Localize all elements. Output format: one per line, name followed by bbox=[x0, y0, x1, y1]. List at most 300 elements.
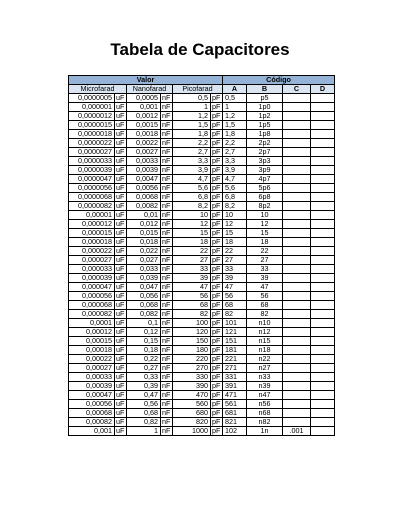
unit-nf: nF bbox=[161, 346, 173, 355]
code-c bbox=[283, 121, 311, 130]
microfarad-value: 0,00033 bbox=[69, 373, 115, 382]
table-row bbox=[69, 256, 335, 265]
code-d bbox=[311, 220, 335, 229]
unit-nf: nF bbox=[161, 274, 173, 283]
code-d bbox=[311, 418, 335, 427]
code-d bbox=[311, 346, 335, 355]
unit-nf: nF bbox=[161, 265, 173, 274]
code-a: 0,5 bbox=[223, 94, 247, 103]
table-row bbox=[69, 157, 335, 166]
code-d bbox=[311, 193, 335, 202]
capacitor-table bbox=[68, 75, 335, 436]
unit-pf: pF bbox=[211, 229, 223, 238]
code-d bbox=[311, 337, 335, 346]
picofarad-value: 120 bbox=[173, 328, 211, 337]
unit-uf: uF bbox=[115, 400, 127, 409]
unit-pf: pF bbox=[211, 373, 223, 382]
unit-uf: uF bbox=[115, 112, 127, 121]
unit-uf: uF bbox=[115, 274, 127, 283]
unit-uf: uF bbox=[115, 157, 127, 166]
code-b: n22 bbox=[247, 355, 283, 364]
nanofarad-value: 0,0033 bbox=[127, 157, 161, 166]
header-a: A bbox=[223, 85, 247, 94]
code-b: p5 bbox=[247, 94, 283, 103]
unit-pf: pF bbox=[211, 247, 223, 256]
microfarad-value: 0,00012 bbox=[69, 328, 115, 337]
code-b: 56 bbox=[247, 292, 283, 301]
code-b: n82 bbox=[247, 418, 283, 427]
picofarad-value: 33 bbox=[173, 265, 211, 274]
unit-nf: nF bbox=[161, 121, 173, 130]
microfarad-value: 0,0000056 bbox=[69, 184, 115, 193]
unit-uf: uF bbox=[115, 292, 127, 301]
code-d bbox=[311, 157, 335, 166]
unit-nf: nF bbox=[161, 139, 173, 148]
code-c bbox=[283, 310, 311, 319]
table-row bbox=[69, 382, 335, 391]
code-a: 56 bbox=[223, 292, 247, 301]
unit-uf: uF bbox=[115, 382, 127, 391]
code-c bbox=[283, 382, 311, 391]
microfarad-value: 0,00039 bbox=[69, 382, 115, 391]
unit-pf: pF bbox=[211, 139, 223, 148]
code-c bbox=[283, 418, 311, 427]
unit-nf: nF bbox=[161, 157, 173, 166]
code-c bbox=[283, 112, 311, 121]
microfarad-value: 0,00001 bbox=[69, 211, 115, 220]
picofarad-value: 47 bbox=[173, 283, 211, 292]
unit-uf: uF bbox=[115, 220, 127, 229]
unit-uf: uF bbox=[115, 130, 127, 139]
nanofarad-value: 0,0039 bbox=[127, 166, 161, 175]
unit-pf: pF bbox=[211, 211, 223, 220]
table-row bbox=[69, 373, 335, 382]
code-c bbox=[283, 319, 311, 328]
unit-nf: nF bbox=[161, 355, 173, 364]
unit-pf: pF bbox=[211, 175, 223, 184]
nanofarad-value: 0,027 bbox=[127, 256, 161, 265]
picofarad-value: 220 bbox=[173, 355, 211, 364]
unit-pf: pF bbox=[211, 130, 223, 139]
unit-pf: pF bbox=[211, 94, 223, 103]
unit-uf: uF bbox=[115, 121, 127, 130]
code-a: 10 bbox=[223, 211, 247, 220]
code-a: 101 bbox=[223, 319, 247, 328]
picofarad-value: 470 bbox=[173, 391, 211, 400]
code-b: 2p7 bbox=[247, 148, 283, 157]
code-c bbox=[283, 220, 311, 229]
table-row bbox=[69, 148, 335, 157]
unit-nf: nF bbox=[161, 238, 173, 247]
unit-uf: uF bbox=[115, 175, 127, 184]
table-row bbox=[69, 220, 335, 229]
picofarad-value: 100 bbox=[173, 319, 211, 328]
nanofarad-value: 0,0015 bbox=[127, 121, 161, 130]
unit-pf: pF bbox=[211, 103, 223, 112]
table-row bbox=[69, 355, 335, 364]
microfarad-value: 0,0000082 bbox=[69, 202, 115, 211]
nanofarad-value: 0,015 bbox=[127, 229, 161, 238]
nanofarad-value: 0,22 bbox=[127, 355, 161, 364]
picofarad-value: 2,2 bbox=[173, 139, 211, 148]
code-b: 22 bbox=[247, 247, 283, 256]
table-row bbox=[69, 229, 335, 238]
picofarad-value: 2,7 bbox=[173, 148, 211, 157]
code-a: 1,2 bbox=[223, 112, 247, 121]
unit-pf: pF bbox=[211, 283, 223, 292]
unit-pf: pF bbox=[211, 400, 223, 409]
unit-pf: pF bbox=[211, 310, 223, 319]
unit-uf: uF bbox=[115, 256, 127, 265]
picofarad-value: 560 bbox=[173, 400, 211, 409]
code-a: 271 bbox=[223, 364, 247, 373]
unit-uf: uF bbox=[115, 418, 127, 427]
picofarad-value: 680 bbox=[173, 409, 211, 418]
unit-pf: pF bbox=[211, 265, 223, 274]
picofarad-value: 150 bbox=[173, 337, 211, 346]
code-c bbox=[283, 238, 311, 247]
picofarad-value: 27 bbox=[173, 256, 211, 265]
microfarad-value: 0,0000033 bbox=[69, 157, 115, 166]
code-c bbox=[283, 193, 311, 202]
microfarad-value: 0,000018 bbox=[69, 238, 115, 247]
nanofarad-value: 0,15 bbox=[127, 337, 161, 346]
code-c bbox=[283, 103, 311, 112]
unit-pf: pF bbox=[211, 382, 223, 391]
unit-nf: nF bbox=[161, 193, 173, 202]
code-d bbox=[311, 400, 335, 409]
table-row bbox=[69, 94, 335, 103]
code-a: 181 bbox=[223, 346, 247, 355]
table-row bbox=[69, 265, 335, 274]
unit-nf: nF bbox=[161, 427, 173, 436]
picofarad-value: 3,9 bbox=[173, 166, 211, 175]
picofarad-value: 68 bbox=[173, 301, 211, 310]
microfarad-value: 0,001 bbox=[69, 427, 115, 436]
unit-pf: pF bbox=[211, 193, 223, 202]
microfarad-value: 0,000033 bbox=[69, 265, 115, 274]
nanofarad-value: 0,0082 bbox=[127, 202, 161, 211]
unit-uf: uF bbox=[115, 166, 127, 175]
unit-uf: uF bbox=[115, 265, 127, 274]
microfarad-value: 0,000015 bbox=[69, 229, 115, 238]
table-row bbox=[69, 139, 335, 148]
picofarad-value: 1 bbox=[173, 103, 211, 112]
code-a: 82 bbox=[223, 310, 247, 319]
code-d bbox=[311, 328, 335, 337]
header-codigo: Código bbox=[223, 76, 335, 85]
header-c: C bbox=[283, 85, 311, 94]
microfarad-value: 0,000039 bbox=[69, 274, 115, 283]
table-row bbox=[69, 409, 335, 418]
unit-nf: nF bbox=[161, 301, 173, 310]
unit-uf: uF bbox=[115, 373, 127, 382]
code-d bbox=[311, 247, 335, 256]
code-a: 8,2 bbox=[223, 202, 247, 211]
code-b: 12 bbox=[247, 220, 283, 229]
table-row bbox=[69, 391, 335, 400]
code-c bbox=[283, 175, 311, 184]
code-d bbox=[311, 139, 335, 148]
table-row bbox=[69, 130, 335, 139]
header-microfarad: Microfarad bbox=[69, 85, 127, 94]
nanofarad-value: 0,0068 bbox=[127, 193, 161, 202]
table-row bbox=[69, 301, 335, 310]
unit-uf: uF bbox=[115, 211, 127, 220]
code-b: 1p2 bbox=[247, 112, 283, 121]
code-b: 1n bbox=[247, 427, 283, 436]
nanofarad-value: 0,012 bbox=[127, 220, 161, 229]
microfarad-value: 0,0000018 bbox=[69, 130, 115, 139]
unit-nf: nF bbox=[161, 112, 173, 121]
code-c bbox=[283, 355, 311, 364]
picofarad-value: 82 bbox=[173, 310, 211, 319]
picofarad-value: 39 bbox=[173, 274, 211, 283]
code-c bbox=[283, 346, 311, 355]
code-d bbox=[311, 310, 335, 319]
unit-uf: uF bbox=[115, 301, 127, 310]
code-b: n12 bbox=[247, 328, 283, 337]
code-c bbox=[283, 292, 311, 301]
code-a: 221 bbox=[223, 355, 247, 364]
header-d: D bbox=[311, 85, 335, 94]
table-row bbox=[69, 292, 335, 301]
unit-nf: nF bbox=[161, 130, 173, 139]
code-a: 681 bbox=[223, 409, 247, 418]
code-b: n33 bbox=[247, 373, 283, 382]
microfarad-value: 0,00022 bbox=[69, 355, 115, 364]
unit-uf: uF bbox=[115, 247, 127, 256]
code-b: n15 bbox=[247, 337, 283, 346]
header-column-row bbox=[69, 85, 335, 94]
code-d bbox=[311, 166, 335, 175]
unit-pf: pF bbox=[211, 337, 223, 346]
picofarad-value: 12 bbox=[173, 220, 211, 229]
picofarad-value: 8,2 bbox=[173, 202, 211, 211]
nanofarad-value: 0,068 bbox=[127, 301, 161, 310]
nanofarad-value: 0,0012 bbox=[127, 112, 161, 121]
code-d bbox=[311, 373, 335, 382]
code-d bbox=[311, 130, 335, 139]
code-c bbox=[283, 256, 311, 265]
code-c bbox=[283, 184, 311, 193]
code-d bbox=[311, 265, 335, 274]
unit-nf: nF bbox=[161, 247, 173, 256]
table-row bbox=[69, 418, 335, 427]
code-d bbox=[311, 94, 335, 103]
nanofarad-value: 0,0018 bbox=[127, 130, 161, 139]
picofarad-value: 4,7 bbox=[173, 175, 211, 184]
code-c bbox=[283, 391, 311, 400]
code-b: 10 bbox=[247, 211, 283, 220]
unit-nf: nF bbox=[161, 373, 173, 382]
code-c bbox=[283, 328, 311, 337]
table-row bbox=[69, 184, 335, 193]
code-a: 151 bbox=[223, 337, 247, 346]
code-b: 68 bbox=[247, 301, 283, 310]
code-d bbox=[311, 292, 335, 301]
unit-uf: uF bbox=[115, 238, 127, 247]
code-a: 22 bbox=[223, 247, 247, 256]
code-c bbox=[283, 265, 311, 274]
code-b: 15 bbox=[247, 229, 283, 238]
code-d bbox=[311, 184, 335, 193]
unit-nf: nF bbox=[161, 229, 173, 238]
unit-uf: uF bbox=[115, 94, 127, 103]
table-row bbox=[69, 364, 335, 373]
unit-pf: pF bbox=[211, 184, 223, 193]
nanofarad-value: 0,0005 bbox=[127, 94, 161, 103]
microfarad-value: 0,0000022 bbox=[69, 139, 115, 148]
nanofarad-value: 0,82 bbox=[127, 418, 161, 427]
code-b: 1p8 bbox=[247, 130, 283, 139]
picofarad-value: 820 bbox=[173, 418, 211, 427]
code-b: 47 bbox=[247, 283, 283, 292]
microfarad-value: 0,000082 bbox=[69, 310, 115, 319]
nanofarad-value: 0,47 bbox=[127, 391, 161, 400]
code-c bbox=[283, 283, 311, 292]
code-b: n10 bbox=[247, 319, 283, 328]
microfarad-value: 0,0000005 bbox=[69, 94, 115, 103]
code-a: 471 bbox=[223, 391, 247, 400]
unit-nf: nF bbox=[161, 220, 173, 229]
unit-uf: uF bbox=[115, 229, 127, 238]
code-a: 331 bbox=[223, 373, 247, 382]
picofarad-value: 390 bbox=[173, 382, 211, 391]
unit-uf: uF bbox=[115, 409, 127, 418]
picofarad-value: 18 bbox=[173, 238, 211, 247]
unit-pf: pF bbox=[211, 166, 223, 175]
code-d bbox=[311, 148, 335, 157]
code-c bbox=[283, 148, 311, 157]
code-a: 3,9 bbox=[223, 166, 247, 175]
code-d bbox=[311, 175, 335, 184]
unit-nf: nF bbox=[161, 319, 173, 328]
table-row bbox=[69, 319, 335, 328]
nanofarad-value: 0,082 bbox=[127, 310, 161, 319]
code-c bbox=[283, 409, 311, 418]
code-b: n27 bbox=[247, 364, 283, 373]
microfarad-value: 0,000012 bbox=[69, 220, 115, 229]
code-b: 8p2 bbox=[247, 202, 283, 211]
code-b: 27 bbox=[247, 256, 283, 265]
code-c bbox=[283, 301, 311, 310]
unit-nf: nF bbox=[161, 184, 173, 193]
unit-nf: nF bbox=[161, 202, 173, 211]
header-group-row bbox=[69, 76, 335, 85]
nanofarad-value: 0,056 bbox=[127, 292, 161, 301]
unit-uf: uF bbox=[115, 364, 127, 373]
unit-nf: nF bbox=[161, 364, 173, 373]
code-a: 6,8 bbox=[223, 193, 247, 202]
code-b: 18 bbox=[247, 238, 283, 247]
code-b: 3p9 bbox=[247, 166, 283, 175]
code-a: 121 bbox=[223, 328, 247, 337]
picofarad-value: 56 bbox=[173, 292, 211, 301]
table-row bbox=[69, 121, 335, 130]
code-d bbox=[311, 391, 335, 400]
code-d bbox=[311, 202, 335, 211]
picofarad-value: 0,5 bbox=[173, 94, 211, 103]
code-d bbox=[311, 301, 335, 310]
table-row bbox=[69, 328, 335, 337]
unit-pf: pF bbox=[211, 274, 223, 283]
table-row bbox=[69, 112, 335, 121]
unit-pf: pF bbox=[211, 409, 223, 418]
picofarad-value: 180 bbox=[173, 346, 211, 355]
picofarad-value: 22 bbox=[173, 247, 211, 256]
picofarad-value: 1,5 bbox=[173, 121, 211, 130]
unit-nf: nF bbox=[161, 310, 173, 319]
unit-nf: nF bbox=[161, 103, 173, 112]
unit-uf: uF bbox=[115, 103, 127, 112]
code-b: n39 bbox=[247, 382, 283, 391]
code-b: 2p2 bbox=[247, 139, 283, 148]
unit-uf: uF bbox=[115, 193, 127, 202]
code-a: 102 bbox=[223, 427, 247, 436]
code-d bbox=[311, 364, 335, 373]
picofarad-value: 5,6 bbox=[173, 184, 211, 193]
code-b: 82 bbox=[247, 310, 283, 319]
unit-pf: pF bbox=[211, 427, 223, 436]
unit-pf: pF bbox=[211, 202, 223, 211]
code-c bbox=[283, 130, 311, 139]
unit-nf: nF bbox=[161, 409, 173, 418]
unit-nf: nF bbox=[161, 148, 173, 157]
code-c bbox=[283, 139, 311, 148]
microfarad-value: 0,0000068 bbox=[69, 193, 115, 202]
table-row bbox=[69, 310, 335, 319]
table-row bbox=[69, 238, 335, 247]
code-a: 1,8 bbox=[223, 130, 247, 139]
code-d bbox=[311, 121, 335, 130]
unit-nf: nF bbox=[161, 382, 173, 391]
unit-uf: uF bbox=[115, 391, 127, 400]
code-b: 6p8 bbox=[247, 193, 283, 202]
table-row bbox=[69, 400, 335, 409]
nanofarad-value: 0,12 bbox=[127, 328, 161, 337]
nanofarad-value: 0,039 bbox=[127, 274, 161, 283]
microfarad-value: 0,00018 bbox=[69, 346, 115, 355]
code-c bbox=[283, 166, 311, 175]
unit-pf: pF bbox=[211, 112, 223, 121]
code-b: 39 bbox=[247, 274, 283, 283]
unit-pf: pF bbox=[211, 238, 223, 247]
nanofarad-value: 0,018 bbox=[127, 238, 161, 247]
code-d bbox=[311, 283, 335, 292]
code-b: 4p7 bbox=[247, 175, 283, 184]
code-d bbox=[311, 256, 335, 265]
unit-uf: uF bbox=[115, 139, 127, 148]
nanofarad-value: 0,33 bbox=[127, 373, 161, 382]
code-d bbox=[311, 427, 335, 436]
microfarad-value: 0,0000039 bbox=[69, 166, 115, 175]
picofarad-value: 1,2 bbox=[173, 112, 211, 121]
code-d bbox=[311, 319, 335, 328]
unit-uf: uF bbox=[115, 346, 127, 355]
microfarad-value: 0,00047 bbox=[69, 391, 115, 400]
nanofarad-value: 0,047 bbox=[127, 283, 161, 292]
unit-pf: pF bbox=[211, 301, 223, 310]
microfarad-value: 0,00056 bbox=[69, 400, 115, 409]
picofarad-value: 15 bbox=[173, 229, 211, 238]
unit-nf: nF bbox=[161, 211, 173, 220]
code-a: 68 bbox=[223, 301, 247, 310]
microfarad-value: 0,0001 bbox=[69, 319, 115, 328]
microfarad-value: 0,000022 bbox=[69, 247, 115, 256]
nanofarad-value: 0,001 bbox=[127, 103, 161, 112]
code-a: 561 bbox=[223, 400, 247, 409]
